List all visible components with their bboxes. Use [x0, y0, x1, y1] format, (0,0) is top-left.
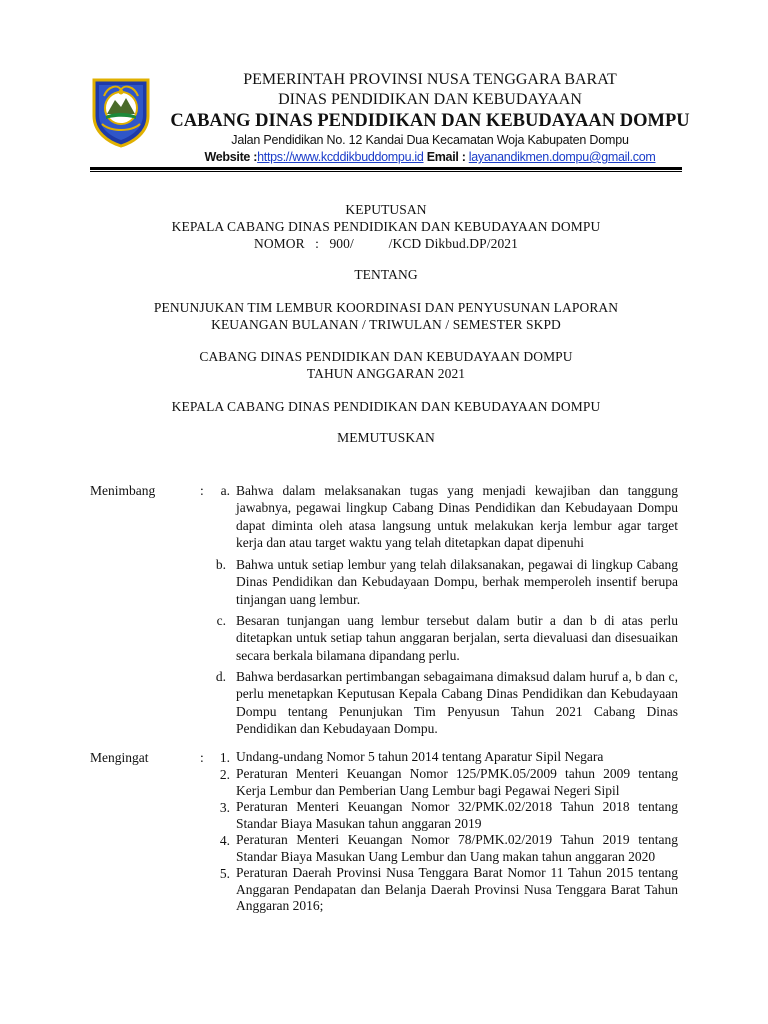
recalling-marker-5: 5.	[219, 866, 230, 881]
considering-colon: :	[200, 483, 204, 498]
recalling-item-2: Peraturan Menteri Keuangan Nomor 125/PMK.05/2009 tahun 2009 tentang Kerja Lembur dan Pemberian Uang Lembur bagi Pegawai Negeri Sipil	[236, 766, 678, 798]
considering-marker-c: c.	[216, 613, 226, 628]
considering-marker-d: d.	[215, 669, 226, 684]
about-heading: TENTANG	[354, 267, 418, 282]
official-line: KEPALA CABANG DINAS PENDIDIKAN DAN KEBUDAYAAN DOMPU	[171, 399, 601, 414]
considering-item-b: Bahwa untuk setiap lembur yang telah dilaksanakan, pegawai di lingkup Cabang Dinas Pendidikan dan Kebudayaan Dompu, berhak memperoleh insentif berupa tinjangan uang lembur.	[236, 557, 678, 607]
decides-heading: MEMUTUSKAN	[337, 430, 435, 445]
considering-item-c: Besaran tunjangan uang lembur tersebut dalam butir a dan b di atas perlu ditetapkan untuk setiap tahun anggaran berjalan, serta dievaluasi dan disesuaikan secara berkala bilamana dipandang perlu.	[236, 613, 678, 663]
subject-line-1: PENUNJUKAN TIM LEMBUR KOORDINASI DAN PENYUSUNAN LAPORAN	[153, 300, 619, 315]
recalling-marker-3: 3.	[219, 800, 230, 815]
letterhead-address: Jalan Pendidikan No. 12 Kandai Dua Kecamatan Woja Kabupaten Dompu	[231, 133, 629, 147]
subject-line-2: KEUANGAN BULANAN / TRIWULAN / SEMESTER SKPD	[211, 317, 561, 332]
email-label: Email :	[423, 150, 469, 164]
recalling-item-3: Peraturan Menteri Keuangan Nomor 32/PMK.02/2018 Tahun 2018 tentang Standar Biaya Masukan tahun anggaran 2019	[236, 799, 678, 831]
recalling-item-1: Undang-undang Nomor 5 tahun 2014 tentang Aparatur Sipil Negara	[236, 749, 604, 764]
email-link[interactable]: layanandikmen.dompu@gmail.com	[468, 150, 656, 164]
considering-marker-b: b.	[215, 557, 226, 572]
recalling-marker-4: 4.	[219, 833, 230, 848]
letterhead-branch: CABANG DINAS PENDIDIKAN DAN KEBUDAYAAN DOMPU	[170, 111, 690, 131]
letterhead-divider-thick	[90, 167, 682, 170]
decree-number: NOMOR : 900/ /KCD Dikbud.DP/2021	[253, 236, 519, 251]
considering-item-d: Bahwa berdasarkan pertimbangan sebagaimana dimaksud dalam huruf a, b dan c, perlu menetapkan Keputusan Kepala Cabang Dinas Pendidikan dan Kebudayaan Dompu tentang Penunjukan Tim Penyusun Tahun 2021 Cabang Dinas Pendidikan dan Kebudayaan Dompu.	[236, 669, 678, 736]
letterhead-divider-thin	[90, 171, 682, 172]
recalling-item-5: Peraturan Daerah Provinsi Nusa Tenggara Barat Nomor 11 Tahun 2015 tentang Anggaran Pendapatan dan Belanja Daerah Provinsi Nusa Tenggara Barat Tahun Anggaran 2016;	[236, 865, 678, 913]
provincial-emblem-icon	[90, 76, 152, 148]
recalling-item-4: Peraturan Menteri Keuangan Nomor 78/PMK.02/2019 Tahun 2019 tentang Standar Biaya Masukan Uang Lembur dan Uang makan tahun anggaran 2020	[236, 832, 678, 864]
letterhead-agency: DINAS PENDIDIKAN DAN KEBUDAYAAN	[278, 91, 582, 108]
considering-item-a: Bahwa dalam melaksanakan tugas yang menjadi kewajiban dan tanggung jawabnya, pegawai lingkup Cabang Dinas Pendidikan dan Kebudayaan Dompu dapat diminta oleh atasa langsung untuk melakukan kerja lembur agar target kerja dan atau target waktu yang telah ditetapkan dapat dipenuhi	[236, 483, 678, 550]
website-link[interactable]: https://www.kcddikbuddompu.id	[257, 150, 424, 164]
letterhead-contact	[150, 149, 710, 165]
recalling-colon: :	[200, 750, 204, 765]
recalling-marker-1: 1.	[219, 750, 230, 765]
website-label: Website :	[204, 150, 258, 164]
decree-heading: KEPUTUSAN	[345, 202, 427, 217]
decree-issuer: KEPALA CABANG DINAS PENDIDIKAN DAN KEBUDAYAAN DOMPU	[171, 219, 601, 234]
letterhead-government: PEMERINTAH PROVINSI NUSA TENGGARA BARAT	[243, 71, 617, 88]
considering-label: Menimbang	[90, 483, 156, 498]
recalling-label: Mengingat	[90, 750, 149, 765]
unit-line-1: CABANG DINAS PENDIDIKAN DAN KEBUDAYAAN DOMPU	[199, 349, 573, 364]
unit-line-2: TAHUN ANGGARAN 2021	[306, 366, 466, 381]
considering-marker-a: a.	[220, 483, 230, 498]
recalling-marker-2: 2.	[219, 767, 230, 782]
